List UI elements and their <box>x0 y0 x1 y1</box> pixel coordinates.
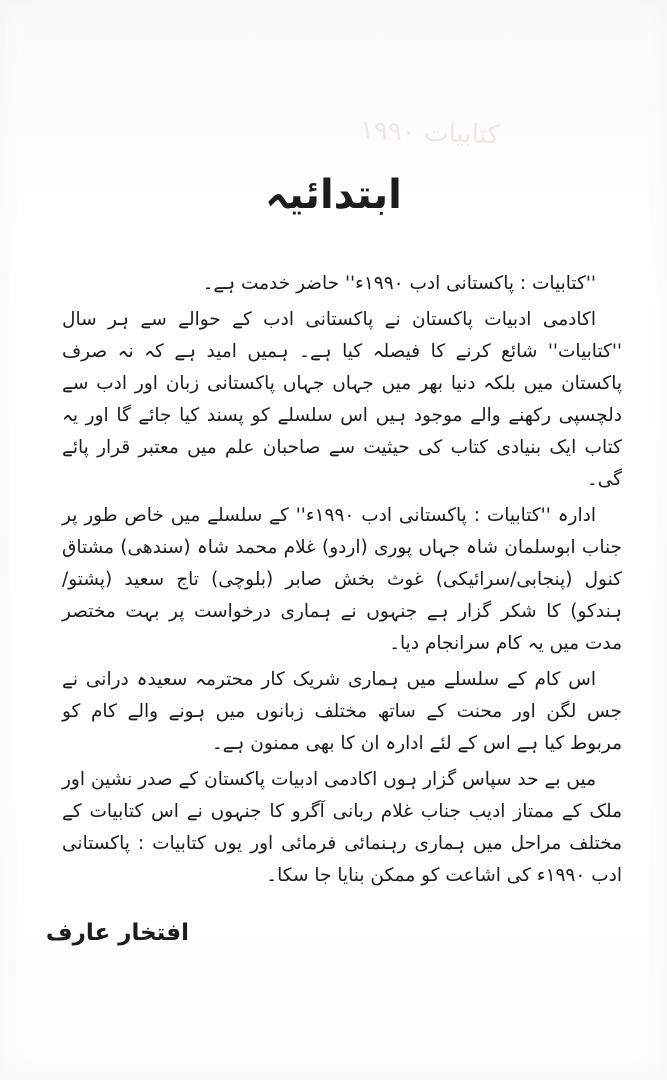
page-title: ابتدائیہ <box>265 172 402 218</box>
paragraph: میں بے حد سپاس گزار ہوں اکادمی ادبیات پاکستان کے صدر نشین اور ملک کے ممتاز ادیب جناب غلام ربانی آگرو کا جنہوں نے اس کتابیات کے مختلف مراحل میں ہماری رہنمائی فرمائی اور یوں کتابیات : پاکستانی ادب ۱۹۹۰ء کی اشاعت کو ممکن بنایا جا سکا۔ <box>62 769 622 886</box>
paragraph: اکادمی ادبیات پاکستان نے پاکستانی ادب کے حوالے سے ہر سال ''کتابیات'' شائع کرنے کا فیصلہ کیا ہے۔ ہمیں امید ہے کہ نہ صرف پاکستان میں بلکہ دنیا بھر میں جہاں جہاں پاکستانی زبان اور ادب سے دلچسپی رکھنے والے موجود ہیں اس سلسلے کو پسند کیا جائے گا اور یہ کتاب ایک بنیادی کتاب کی حیثیت سے صاحبان علم میں معتبر قرار پائے گی۔ <box>62 309 622 490</box>
bleed-through-text: کتابیات ۱۹۹۰ <box>359 115 501 151</box>
paragraph: ادارہ ''کتابیات : پاکستانی ادب ۱۹۹۰ء'' کے سلسلے میں خاص طور پر جناب ابوسلمان شاہ جہاں پوری (اردو) غلام محمد شاہ (سندھی) مشتاق کنول (پنجابی/سرائیکی) غوث بخش صابر (بلوچی) تاج سعید (پشتو/ہندکو) کا شکر گزار ہے جنہوں نے ہماری درخواست پر بہت مختصر مدت میں یہ کام سرانجام دیا۔ <box>62 505 622 654</box>
paragraph: اس کام کے سلسلے میں ہماری شریک کار محترمہ سعیدہ درانی نے جس لگن اور محنت کے ساتھ مختلف زبانوں میں ہونے والے کام کو مربوط کیا ہے اس کے لئے ادارہ ان کا بھی ممنون ہے۔ <box>62 669 622 754</box>
author-signature: افتخار عارف <box>45 920 189 946</box>
paragraph: ''کتابیات : پاکستانی ادب ۱۹۹۰ء'' حاضر خدمت ہے۔ <box>202 273 596 294</box>
body-text <box>62 268 622 896</box>
